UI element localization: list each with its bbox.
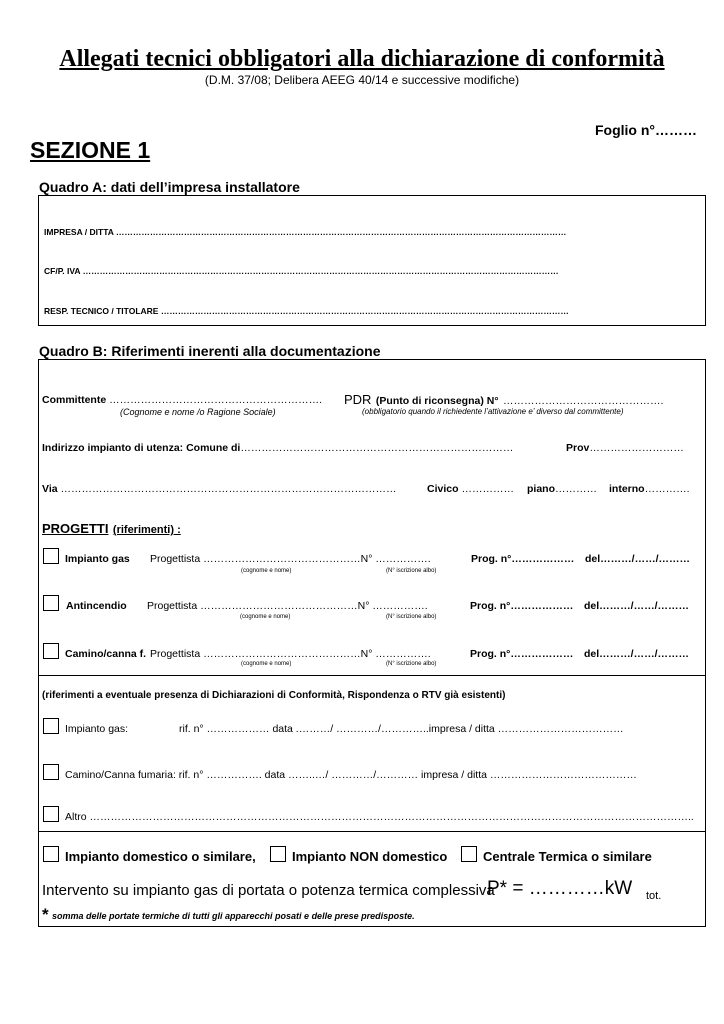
- quadro-a-title: Quadro A: dati dell’impresa installatore: [39, 179, 300, 195]
- intervento-label: Intervento su impianto gas di portata o potenza termica complessiva: [42, 882, 495, 899]
- progettista-field[interactable]: Progettista ………………………………………N° …………….: [150, 648, 431, 660]
- prog-date-field[interactable]: del………/……/………: [584, 600, 690, 612]
- via-label: Via: [42, 483, 58, 495]
- rif-gas-field[interactable]: rif. n° ……………… data .………/ …………/…………..impresa / ditta ………………………………: [179, 723, 624, 735]
- potenza-field[interactable]: P* = …………kW: [487, 878, 633, 899]
- impresa-field[interactable]: IMPRESA / DITTA ……………………………………………………………………………………………………………………………………………: [44, 227, 567, 237]
- cognome-note: (cognome e nome): [240, 614, 291, 620]
- domestico-checkbox[interactable]: [43, 846, 59, 862]
- interno-label: interno: [609, 483, 645, 495]
- civico-label: Civico: [427, 483, 459, 495]
- rif-camino-checkbox[interactable]: [43, 764, 59, 780]
- committente-dots: …………………………………………………….: [109, 394, 323, 406]
- cognome-note: (cognome e nome): [241, 568, 292, 574]
- pdr-note: (obbligatorio quando il richiedente l’attivazione e’ diverso dal committente): [362, 407, 624, 416]
- impianto-gas-checkbox[interactable]: [43, 548, 59, 564]
- rif-gas-label: Impianto gas:: [65, 723, 129, 735]
- centrale-termica-checkbox[interactable]: [461, 846, 477, 862]
- interno-dots: ………….: [644, 483, 690, 495]
- via-dots: ……………………………………………………………………………………: [60, 483, 397, 495]
- pdr-label: PDR: [344, 392, 372, 407]
- foglio-number[interactable]: Foglio n°………: [595, 122, 698, 138]
- riferimenti-title: (riferimenti a eventuale presenza di Dichiarazioni di Conformità, Rispondenza o RTV già esistenti): [42, 690, 506, 701]
- document-title: Allegati tecnici obbligatori alla dichiarazione di conformità: [59, 46, 665, 72]
- prov-dots: ………………………: [589, 442, 684, 454]
- interno-field[interactable]: [609, 483, 690, 495]
- progetti-title: PROGETTI: [42, 521, 109, 536]
- prov-label: Prov: [566, 442, 590, 454]
- cf-piva-field[interactable]: CF/P. IVA ……………………………………………………………………………………………………………………………………………………: [44, 266, 559, 276]
- civico-field[interactable]: [427, 483, 514, 495]
- centrale-termica-label: Centrale Termica o similare: [483, 849, 652, 864]
- camino-checkbox[interactable]: [43, 643, 59, 659]
- pdr-sub-label: (Punto di riconsegna) N°: [375, 395, 499, 407]
- progettista-field[interactable]: Progettista ………………………………………N° …………….: [147, 600, 428, 612]
- piano-label: piano: [527, 483, 555, 495]
- domestico-label: Impianto domestico o similare,: [65, 849, 256, 864]
- progetto-label: Camino/canna f.: [65, 648, 147, 660]
- prog-date-field[interactable]: del………/……/………: [584, 648, 690, 660]
- cognome-note: (cognome e nome): [241, 661, 292, 667]
- indirizzo-field[interactable]: [42, 442, 513, 454]
- rif-gas-checkbox[interactable]: [43, 718, 59, 734]
- prog-number-field[interactable]: Prog. n°………………: [470, 648, 574, 660]
- section-divider: [38, 831, 706, 832]
- progetti-heading: [42, 520, 181, 538]
- progetti-sub: (riferimenti) :: [112, 524, 181, 536]
- resp-tecnico-field[interactable]: RESP. TECNICO / TITOLARE ………………………………………………………………………………………………………………………………: [44, 306, 569, 316]
- indirizzo-dots: ……………………………………………………………………: [240, 442, 514, 454]
- progetto-label: Impianto gas: [65, 553, 130, 565]
- altro-field[interactable]: Altro ………………………………………………………………………………………………………………………………………………………..: [65, 811, 694, 823]
- document-subtitle: (D.M. 37/08; Delibera AEEG 40/14 e successive modifiche): [204, 73, 520, 87]
- via-field[interactable]: [42, 483, 397, 495]
- albo-note: (N° iscrizione albo): [386, 661, 437, 667]
- progettista-field[interactable]: Progettista ………………………………………N° …………….: [150, 553, 431, 565]
- non-domestico-label: Impianto NON domestico: [292, 849, 448, 864]
- indirizzo-label: Indirizzo impianto di utenza: Comune di: [42, 442, 241, 454]
- prog-number-field[interactable]: Prog. n°………………: [470, 600, 574, 612]
- piano-field[interactable]: [527, 483, 597, 495]
- altro-checkbox[interactable]: [43, 806, 59, 822]
- pdr-dots: ……………………………………….: [502, 395, 664, 407]
- quadro-b-title: Quadro B: Riferimenti inerenti alla documentazione: [39, 343, 381, 359]
- antincendio-checkbox[interactable]: [43, 595, 59, 611]
- prov-field[interactable]: [566, 442, 684, 454]
- albo-note: (N° iscrizione albo): [386, 568, 437, 574]
- note-star: *: [42, 905, 49, 924]
- section-divider: [38, 675, 706, 676]
- committente-note: (Cognome e nome /o Ragione Sociale): [120, 407, 276, 417]
- non-domestico-checkbox[interactable]: [270, 846, 286, 862]
- committente-label: Committente: [42, 394, 107, 406]
- progetto-label: Antincendio: [66, 600, 127, 612]
- albo-note: (N° iscrizione albo): [386, 614, 437, 620]
- footnote: somma delle portate termiche di tutti gli apparecchi posati e delle prese predisposte.: [52, 911, 415, 921]
- prog-number-field[interactable]: Prog. n°………………: [471, 553, 575, 565]
- rif-camino-field[interactable]: Camino/Canna fumaria: rif. n° ……………. data ……..…/ …………/………… impresa / ditta ……………………………………: [65, 769, 637, 781]
- piano-dots: …………: [555, 483, 597, 495]
- committente-field[interactable]: [42, 394, 322, 406]
- tot-label: tot.: [646, 890, 662, 902]
- section-title: SEZIONE 1: [30, 137, 151, 163]
- prog-date-field[interactable]: del………/……/………: [585, 553, 691, 565]
- civico-dots: ……………: [461, 483, 514, 495]
